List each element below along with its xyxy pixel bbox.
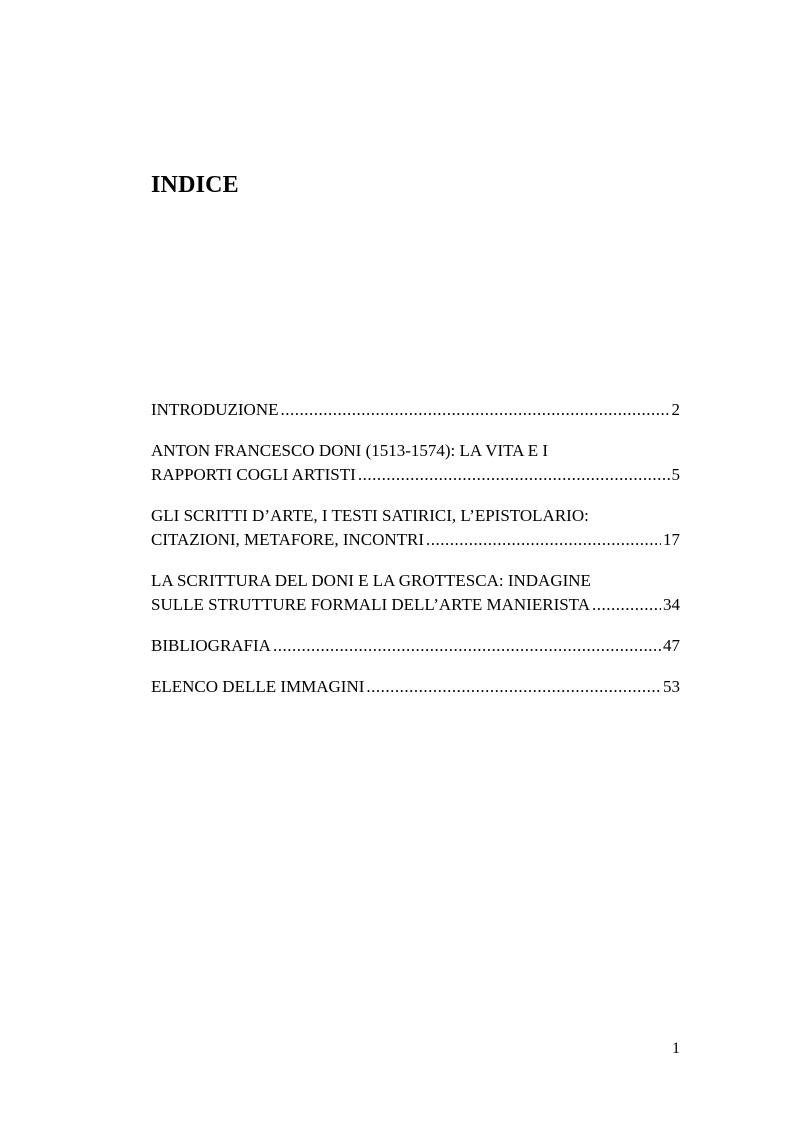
- toc-entry-title: RAPPORTI COGLI ARTISTI: [151, 465, 356, 484]
- toc-entry-line: [151, 675, 680, 699]
- toc-page-number: 2: [671, 400, 680, 419]
- toc-entry-immagini[interactable]: [151, 675, 680, 699]
- toc-entry-title-line: LA SCRITTURA DEL DONI E LA GROTTESCA: INDAGINE: [151, 571, 591, 590]
- toc-dot-leader: [592, 593, 661, 617]
- toc-dot-leader: [366, 675, 661, 699]
- toc-entry-title: INTRODUZIONE: [151, 400, 279, 419]
- toc-entry-line: [151, 398, 680, 422]
- toc-dot-leader: [358, 463, 670, 487]
- toc-page-number: 53: [663, 677, 680, 696]
- toc-dot-leader: [426, 528, 661, 552]
- toc-entry-grottesca[interactable]: [151, 569, 680, 617]
- toc-entry-bibliografia[interactable]: [151, 634, 680, 658]
- toc-entry-scritti[interactable]: [151, 504, 680, 552]
- toc-entry-line: [151, 634, 680, 658]
- toc-entry-title: ELENCO DELLE IMMAGINI: [151, 677, 365, 696]
- toc-entry-line: [151, 528, 680, 552]
- toc-dot-leader: [280, 398, 669, 422]
- toc-page-number: 17: [663, 530, 680, 549]
- toc-page-number: 5: [671, 465, 680, 484]
- toc-entry-title: BIBLIOGRAFIA: [151, 636, 271, 655]
- toc-page-number: 47: [663, 636, 680, 655]
- table-of-contents: [151, 398, 680, 716]
- toc-entry-title-line: GLI SCRITTI D’ARTE, I TESTI SATIRICI, L’EPISTOLARIO:: [151, 506, 589, 525]
- toc-entry-line: [151, 463, 680, 487]
- toc-entry-line: [151, 593, 680, 617]
- toc-dot-leader: [273, 634, 661, 658]
- toc-entry-vita[interactable]: [151, 439, 680, 487]
- toc-entry-introduzione[interactable]: [151, 398, 680, 422]
- toc-entry-title: SULLE STRUTTURE FORMALI DELL’ARTE MANIERISTA: [151, 595, 590, 614]
- toc-page-number: 34: [663, 595, 680, 614]
- toc-entry-title: CITAZIONI, METAFORE, INCONTRI: [151, 530, 425, 549]
- toc-entry-title-line: ANTON FRANCESCO DONI (1513-1574): LA VITA E I: [151, 441, 549, 460]
- page-title: INDICE: [151, 172, 239, 198]
- page-number: 1: [672, 1040, 680, 1057]
